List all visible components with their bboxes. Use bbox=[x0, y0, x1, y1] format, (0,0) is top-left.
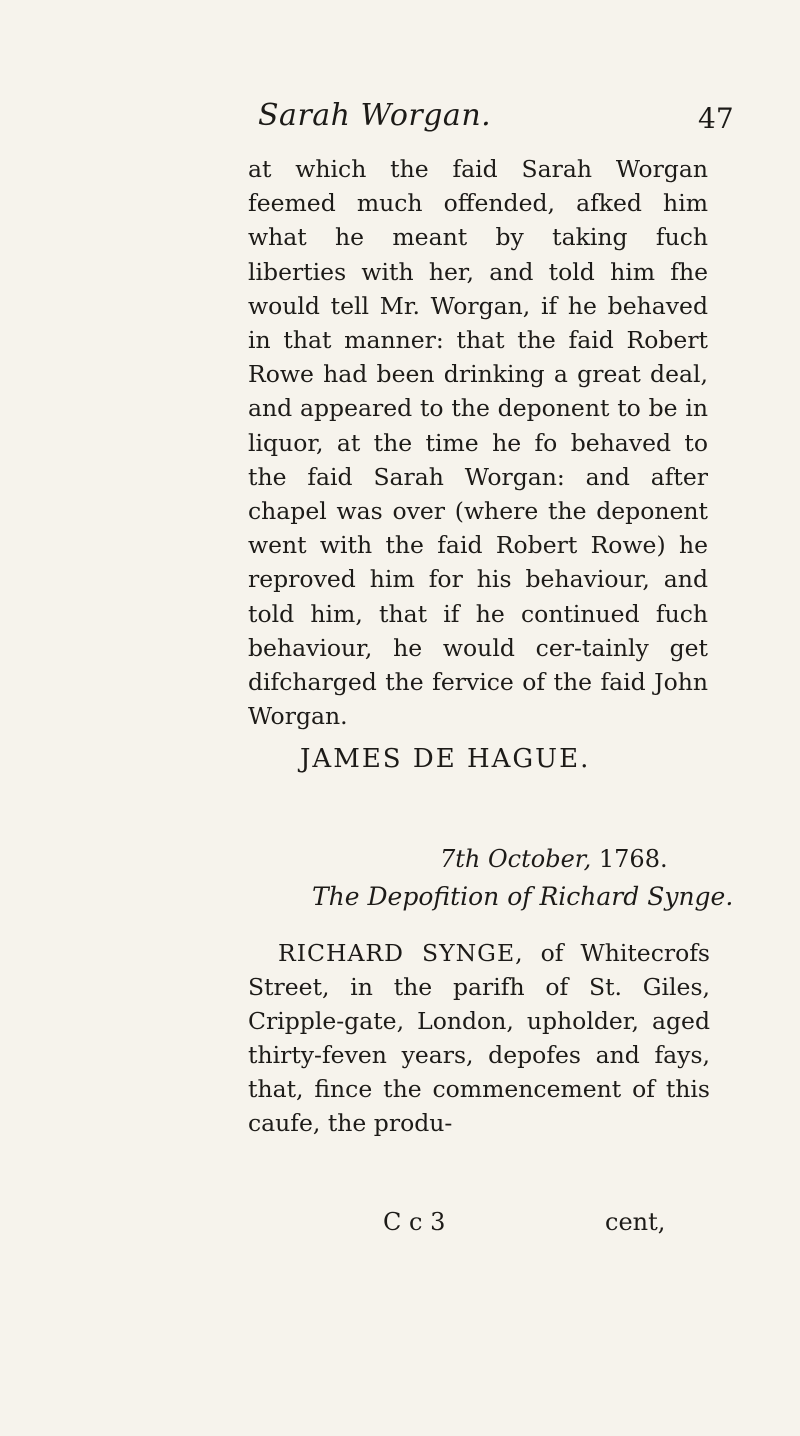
date-day: 7th October, bbox=[440, 845, 592, 873]
signature-mark: C c 3 bbox=[383, 1208, 446, 1236]
footer bbox=[0, 1208, 800, 1248]
section-title: The Depofition of Richard Synge. bbox=[312, 882, 734, 911]
deponent-name: RICHARD SYNGE, bbox=[278, 939, 524, 967]
running-head bbox=[0, 98, 800, 138]
catchword: cent, bbox=[605, 1208, 666, 1236]
date-year: 1768. bbox=[598, 845, 668, 873]
signature-james-de-hague: JAMES DE HAGUE. bbox=[300, 744, 591, 774]
date-line bbox=[440, 845, 668, 873]
paragraph-deposition-text: at which the faid Sarah Worgan feemed much offended, afked him what he meant by taking fuch liberties with her, and told him fhe would tell Mr. Worgan, if he behaved in that manner: that the faid Robert Rowe had been drinking a great deal, and appeared to the deponent to be in liquor, at the time he fo behaved to the faid Sarah Worgan: and after chapel was over (where the deponent went with the faid Robert Rowe) he reproved him for his behaviour, and told him, that if he continued fuch behaviour, he would cer-tainly get difcharged the fervice of the faid John Worgan. bbox=[248, 155, 708, 731]
page-number: 47 bbox=[698, 102, 734, 135]
paragraph-richard-synge bbox=[248, 936, 710, 1140]
paragraph-richard-synge-text: of Whitecrofs Street, in the parifh of St. Giles, Cripple-gate, London, upholder, aged thirty-feven years, depofes and fays, that, fince the commencement of this caufe, the produ- bbox=[248, 939, 710, 1137]
running-title: Sarah Worgan. bbox=[258, 98, 492, 133]
